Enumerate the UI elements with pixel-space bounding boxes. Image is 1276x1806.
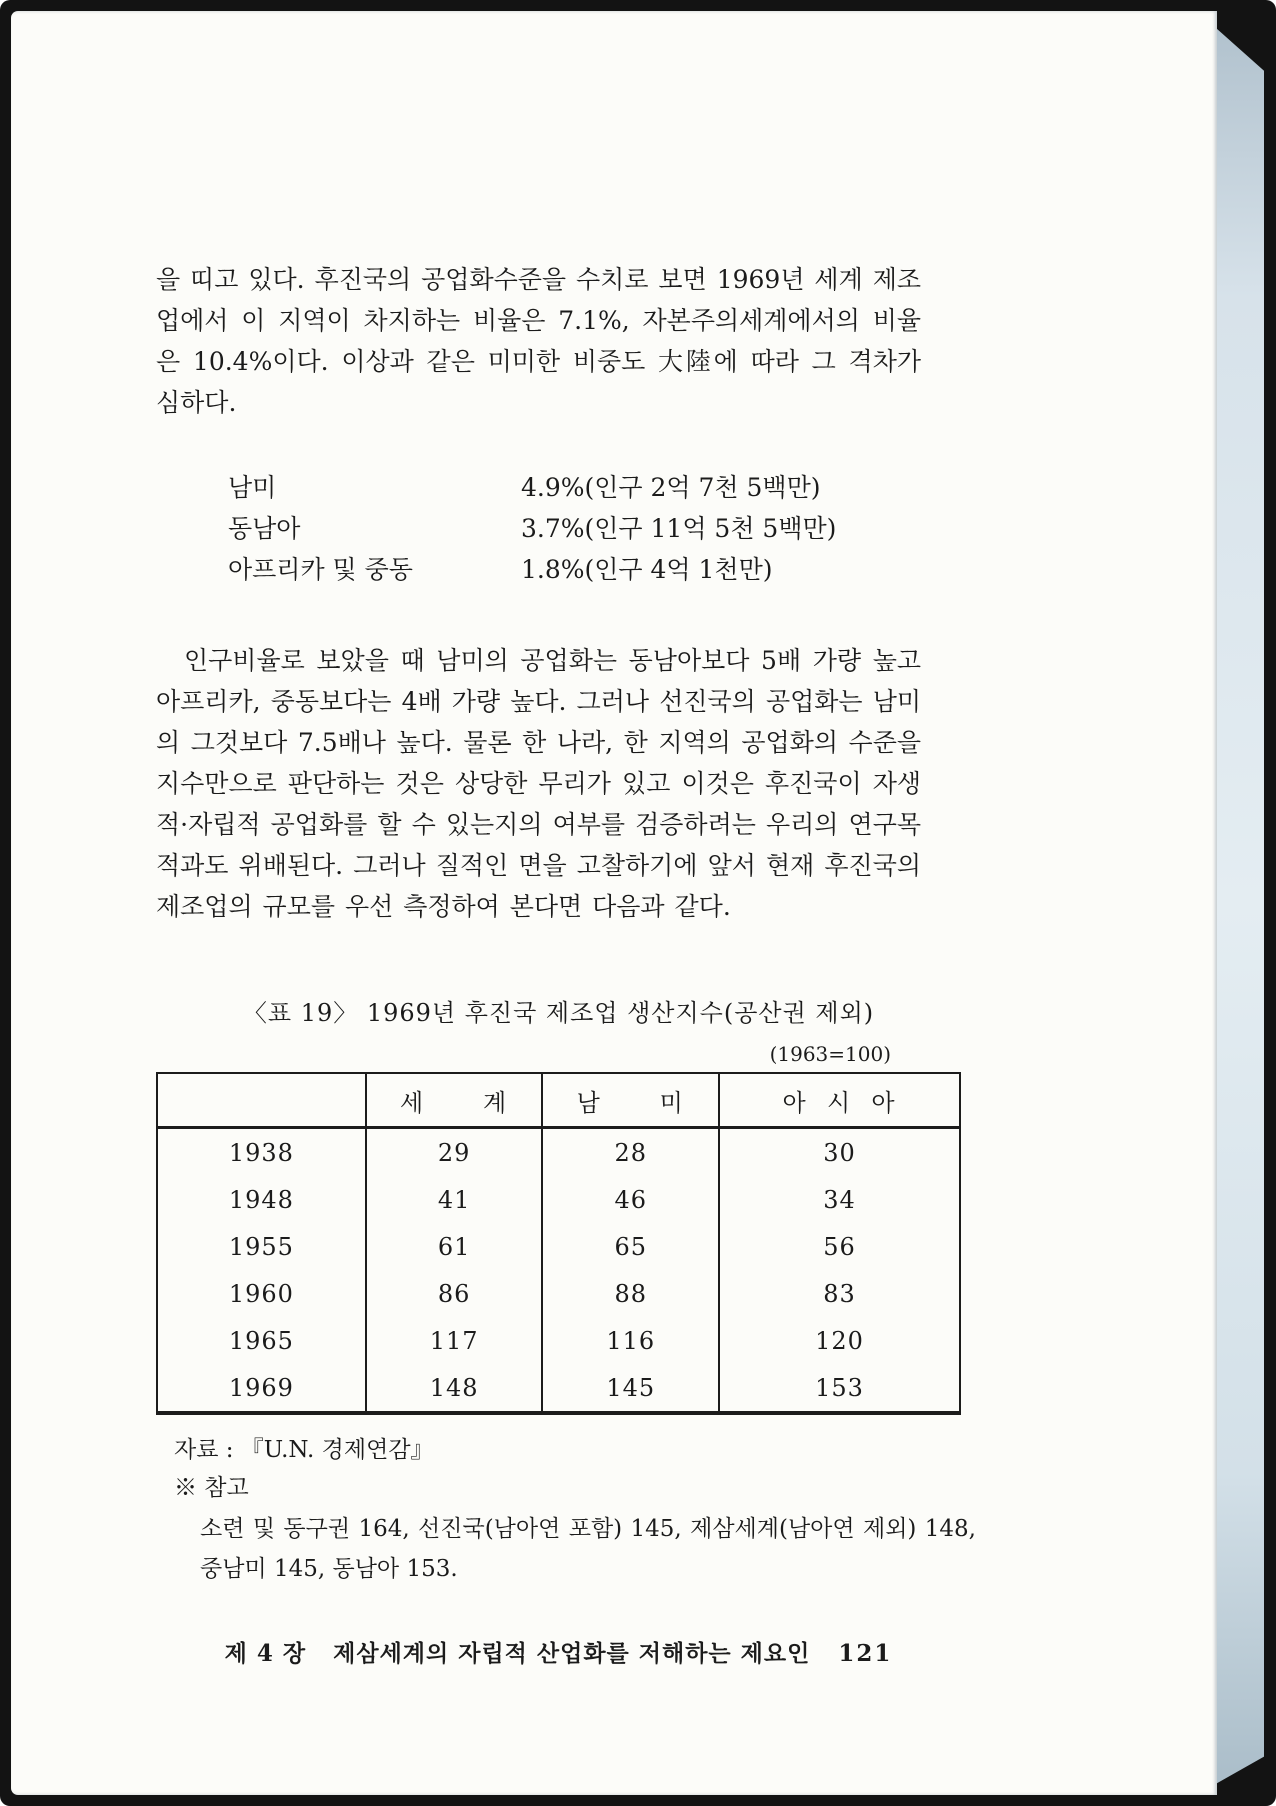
production-index-table-wrap [156, 1072, 961, 1415]
cell-south-america: 28 [542, 1128, 719, 1177]
cell-south-america: 88 [542, 1270, 719, 1317]
cell-south-america: 65 [542, 1223, 719, 1270]
region-name: 동남아 [228, 514, 301, 543]
header-year [157, 1073, 366, 1128]
cell-world: 86 [366, 1270, 543, 1317]
region-share-list [228, 467, 921, 590]
region-name: 아프리카 및 중동 [228, 555, 413, 584]
list-item [228, 508, 921, 549]
cell-world: 29 [366, 1128, 543, 1177]
cell-asia: 120 [719, 1317, 960, 1364]
region-value: 3.7%(인구 11억 5천 5백만) [521, 514, 837, 543]
cell-asia: 56 [719, 1223, 960, 1270]
cell-year: 1948 [228, 1185, 294, 1214]
chapter-footer [156, 1635, 961, 1668]
table-note: 소련 및 동구권 164, 선진국(남아연 포함) 145, 제삼세계(남아연 제외) 148, 중남미 145, 동남아 153. [200, 1516, 976, 1582]
region-value: 4.9%(인구 2억 7천 5백만) [521, 473, 821, 502]
cell-asia: 30 [719, 1128, 960, 1177]
table-caption: 〈표 19〉 1969년 후진국 제조업 생산지수(공산권 제외) [242, 999, 875, 1027]
cell-year: 1955 [228, 1232, 294, 1261]
page [11, 11, 1217, 1795]
cell-asia: 153 [719, 1364, 960, 1413]
cell-world: 41 [366, 1176, 543, 1223]
page-number: 121 [838, 1640, 893, 1667]
list-item [228, 467, 921, 508]
table-header-row [157, 1073, 960, 1128]
page-content [156, 259, 976, 1668]
cell-south-america: 46 [542, 1176, 719, 1223]
table-source: 자료 : 『U.N. 경제연감』 [174, 1437, 434, 1463]
cell-south-america: 145 [542, 1364, 719, 1413]
table-note-heading: ※ 참고 [174, 1475, 249, 1501]
table-row [157, 1270, 960, 1317]
cell-south-america: 116 [542, 1317, 719, 1364]
paragraph-population-ratio: 인구비율로 보았을 때 남미의 공업화는 동남아보다 5배 가량 높고 아프리카, 중동보다는 4배 가량 높다. 그러나 선진국의 공업화는 남미의 그것보다 7.5배나 높다. 물론 한 나라, 한 지역의 공업화의 수준을 지수만으로 판단하는 것은 상당한 무리가 있고 이것은 후진국이 자생적·자립적 공업화를 할 수 있는지의 여부를 검증하려는 우리의 연구목적과도 위배된다. 그러나 질적인 면을 고찰하기에 앞서 현재 후진국의 제조업의 규모를 우선 측정하여 본다면 다음과 같다. [156, 646, 921, 921]
list-item [228, 549, 921, 590]
header-asia: 아 시 아 [719, 1073, 960, 1128]
region-name: 남미 [228, 473, 277, 502]
cell-world: 148 [366, 1364, 543, 1413]
header-world: 세 계 [366, 1073, 543, 1128]
header-south-america: 남 미 [542, 1073, 719, 1128]
production-index-table [156, 1072, 961, 1415]
cell-asia: 83 [719, 1270, 960, 1317]
table-row [157, 1223, 960, 1270]
chapter-title: 제 4 장 제삼세계의 자립적 산업화를 저해하는 제요인 [224, 1640, 811, 1667]
table-row [157, 1176, 960, 1223]
region-value: 1.8%(인구 4억 1천만) [521, 555, 773, 584]
table-row [157, 1317, 960, 1364]
cell-year: 1960 [228, 1279, 294, 1308]
paragraph-industrialization-level: 을 띠고 있다. 후진국의 공업화수준을 수치로 보면 1969년 세계 제조업에서 이 지역이 차지하는 비율은 7.1%, 자본주의세계에서의 비율은 10.4%이다. 이상과 같은 미미한 비중도 大陸에 따라 그 격차가 심하다. [156, 265, 921, 417]
cell-year: 1969 [228, 1373, 294, 1402]
cell-asia: 34 [719, 1176, 960, 1223]
cell-year: 1938 [228, 1138, 294, 1167]
cell-world: 61 [366, 1223, 543, 1270]
table-row [157, 1364, 960, 1413]
table-row [157, 1128, 960, 1177]
cell-year: 1965 [228, 1326, 294, 1355]
cell-world: 117 [366, 1317, 543, 1364]
table-unit-note: (1963=100) [769, 1042, 891, 1066]
